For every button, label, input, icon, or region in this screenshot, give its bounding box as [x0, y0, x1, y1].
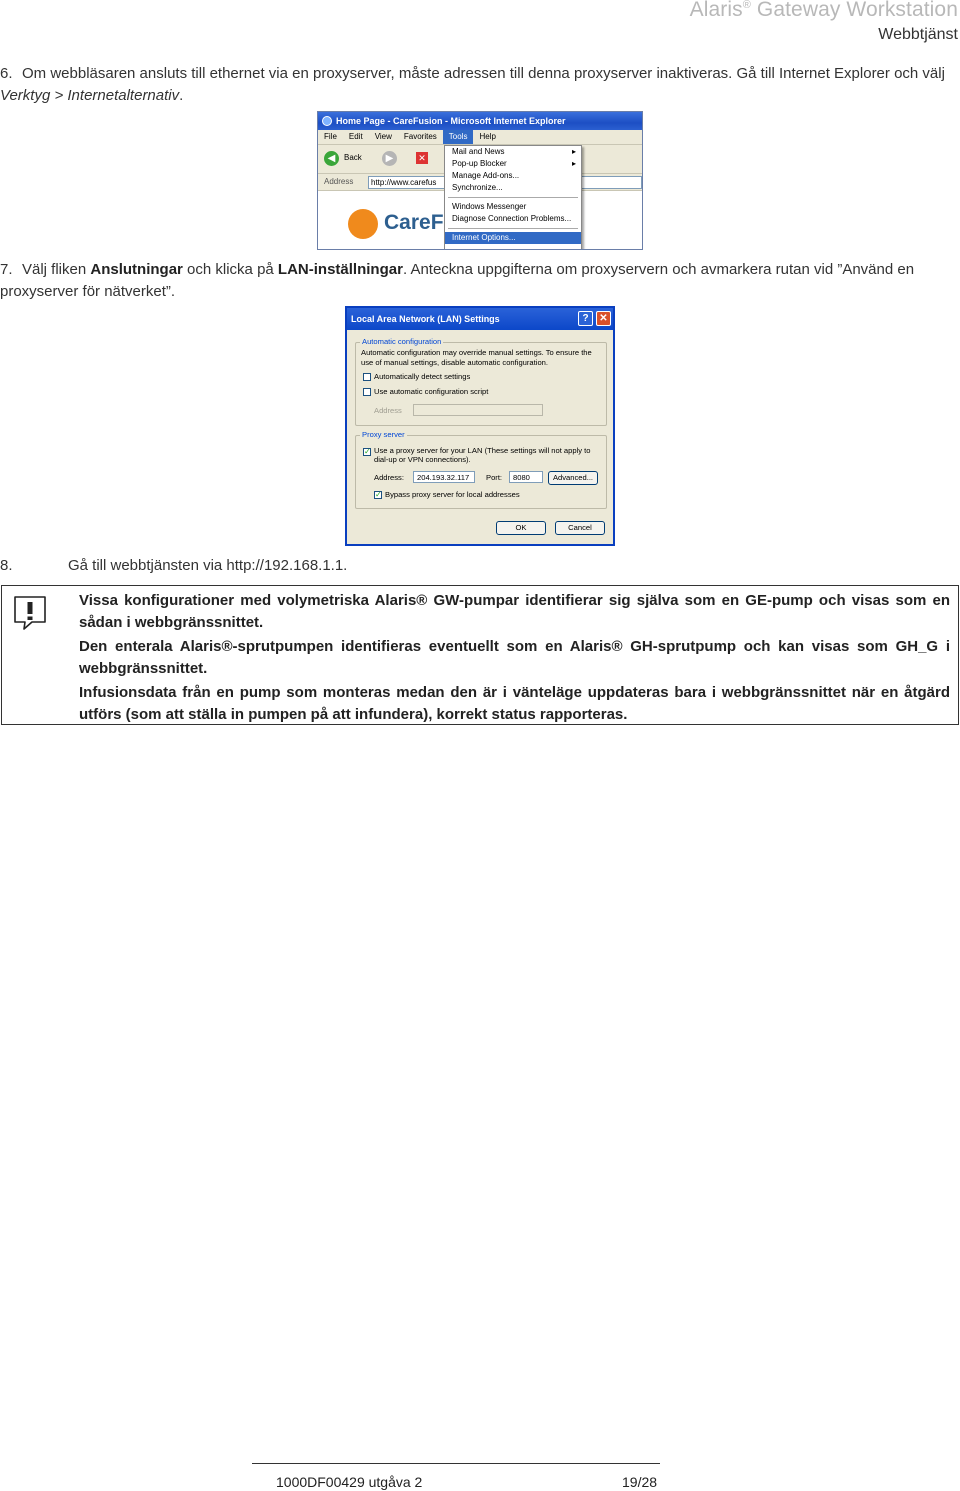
step-6: 6. Om webbläsaren ansluts till ethernet via en proxyserver, måste adressen till denna proxyserver inaktiveras. Gå till Internet Explorer och välj Verktyg > Internetalternativ. — [0, 65, 945, 104]
dialog-title-bar: Local Area Network (LAN) Settings ? ✕ — [347, 308, 613, 330]
footer-divider — [252, 1463, 660, 1464]
auto-script-label: Use automatic configuration script — [374, 387, 489, 396]
ie-title-bar: Home Page - CareFusion - Microsoft Internet Explorer — [318, 112, 642, 130]
menu-item-synchronize[interactable]: Synchronize... — [452, 183, 503, 192]
menu-edit[interactable]: Edit — [348, 132, 363, 141]
back-button-label[interactable]: Back — [344, 153, 362, 162]
note-box — [1, 585, 959, 725]
footer-doc-id: 1000DF00429 utgåva 2 — [276, 1474, 423, 1490]
menu-separator — [448, 197, 578, 198]
note-text — [79, 590, 950, 728]
carefusion-logo-icon — [348, 209, 378, 239]
address-input[interactable]: http://www.carefus — [368, 176, 642, 189]
auto-config-description: Automatic configuration may override manual settings. To ensure the use of manual settings, disable automatic configuration. — [361, 348, 592, 367]
menu-help[interactable]: Help — [479, 132, 496, 141]
menu-item-internet-options[interactable]: Internet Options... — [445, 232, 581, 244]
bypass-local-label: Bypass proxy server for local addresses — [385, 490, 520, 499]
menu-tools[interactable]: Tools — [443, 130, 474, 144]
menu-item-mail-news[interactable]: Mail and News ▸ — [452, 147, 576, 156]
ie-address-bar: Address http://www.carefus — [318, 174, 642, 191]
note-paragraph-3: Infusionsdata från en pump som monteras medan den är i vänteläge uppdateras bara i webbgränssnittet när en åtgärd utförs (som att ställa in pumpen på att infundera), korrekt status rapporteras. — [79, 684, 950, 723]
forward-arrow-icon[interactable]: ▶ — [382, 151, 397, 166]
ie-screenshot — [317, 111, 643, 250]
menu-view[interactable]: View — [374, 132, 392, 141]
menu-item-diagnose[interactable]: Diagnose Connection Problems... — [452, 214, 572, 223]
close-icon[interactable]: ✕ — [596, 311, 611, 326]
advanced-button[interactable]: Advanced... — [548, 471, 598, 485]
menu-separator — [448, 228, 578, 229]
menu-file[interactable]: File — [324, 132, 337, 141]
script-address-input — [413, 404, 543, 416]
menu-item-popup-blocker[interactable]: Pop-up Blocker ▸ — [452, 159, 576, 168]
menu-item-manage-addons[interactable]: Manage Add-ons... — [452, 171, 520, 180]
proxy-address-input[interactable]: 204.193.32.117 — [413, 471, 475, 483]
note-paragraph-2: Den enterala Alaris®-sprutpumpen identifieras eventuellt som en Alaris® GH-sprutpump och kan visas som GH_G i webbgränssnittet. — [79, 638, 950, 677]
auto-detect-checkbox[interactable] — [363, 373, 371, 381]
note-paragraph-1: Vissa konfigurationer med volymetriska Alaris® GW-pumpar identifierar sig själva som en GE-pump och visas som en sådan i webbgränssnittet. — [79, 592, 950, 631]
step-7: 7. Välj fliken Anslutningar och klicka på LAN-inställningar. Anteckna uppgifterna om proxyservern och avmarkera rutan vid ”Använd en proxyserver för nätverket”. — [0, 261, 915, 300]
back-arrow-icon[interactable]: ◀ — [324, 151, 339, 166]
proxy-server-group: Proxy server — [355, 435, 607, 509]
step-8: 8. Gå till webbtjänsten via http://192.168.1.1. — [0, 557, 348, 574]
lan-settings-dialog — [345, 306, 615, 546]
proxy-port-label: Port: — [486, 473, 503, 482]
use-proxy-label: Use a proxy server for your LAN (These settings will not apply to dial-up or VPN connections). — [374, 446, 591, 464]
ie-logo-icon — [322, 116, 332, 126]
menu-item-windows-messenger[interactable]: Windows Messenger — [452, 202, 527, 211]
carefusion-brand: CareF — [384, 211, 444, 234]
proxy-address-label: Address: — [374, 473, 404, 482]
ie-menu-bar — [318, 130, 642, 145]
help-icon[interactable]: ? — [578, 311, 593, 326]
script-address-label: Address — [374, 406, 402, 415]
submenu-arrow-icon: ▸ — [571, 147, 576, 156]
bypass-local-checkbox[interactable]: ✓ — [375, 490, 382, 499]
proxy-port-input[interactable]: 8080 — [509, 471, 543, 483]
stop-icon[interactable]: ✕ — [416, 152, 428, 164]
footer-page-number: 19/28 — [622, 1474, 658, 1490]
ok-button[interactable]: OK — [496, 521, 546, 535]
use-proxy-checkbox[interactable]: ✓ — [364, 447, 371, 456]
section-title: Webbtjänst — [878, 26, 958, 43]
document-title: Alaris® Gateway Workstation — [689, 0, 958, 21]
menu-favorites[interactable]: Favorites — [403, 132, 437, 141]
auto-script-checkbox[interactable] — [363, 388, 371, 396]
cancel-button[interactable]: Cancel — [555, 521, 605, 535]
auto-config-group: Automatic configuration — [355, 342, 607, 426]
warning-note-icon — [12, 594, 48, 632]
submenu-arrow-icon: ▸ — [571, 159, 576, 168]
auto-detect-label: Automatically detect settings — [374, 372, 471, 381]
tools-dropdown-menu — [444, 145, 582, 250]
